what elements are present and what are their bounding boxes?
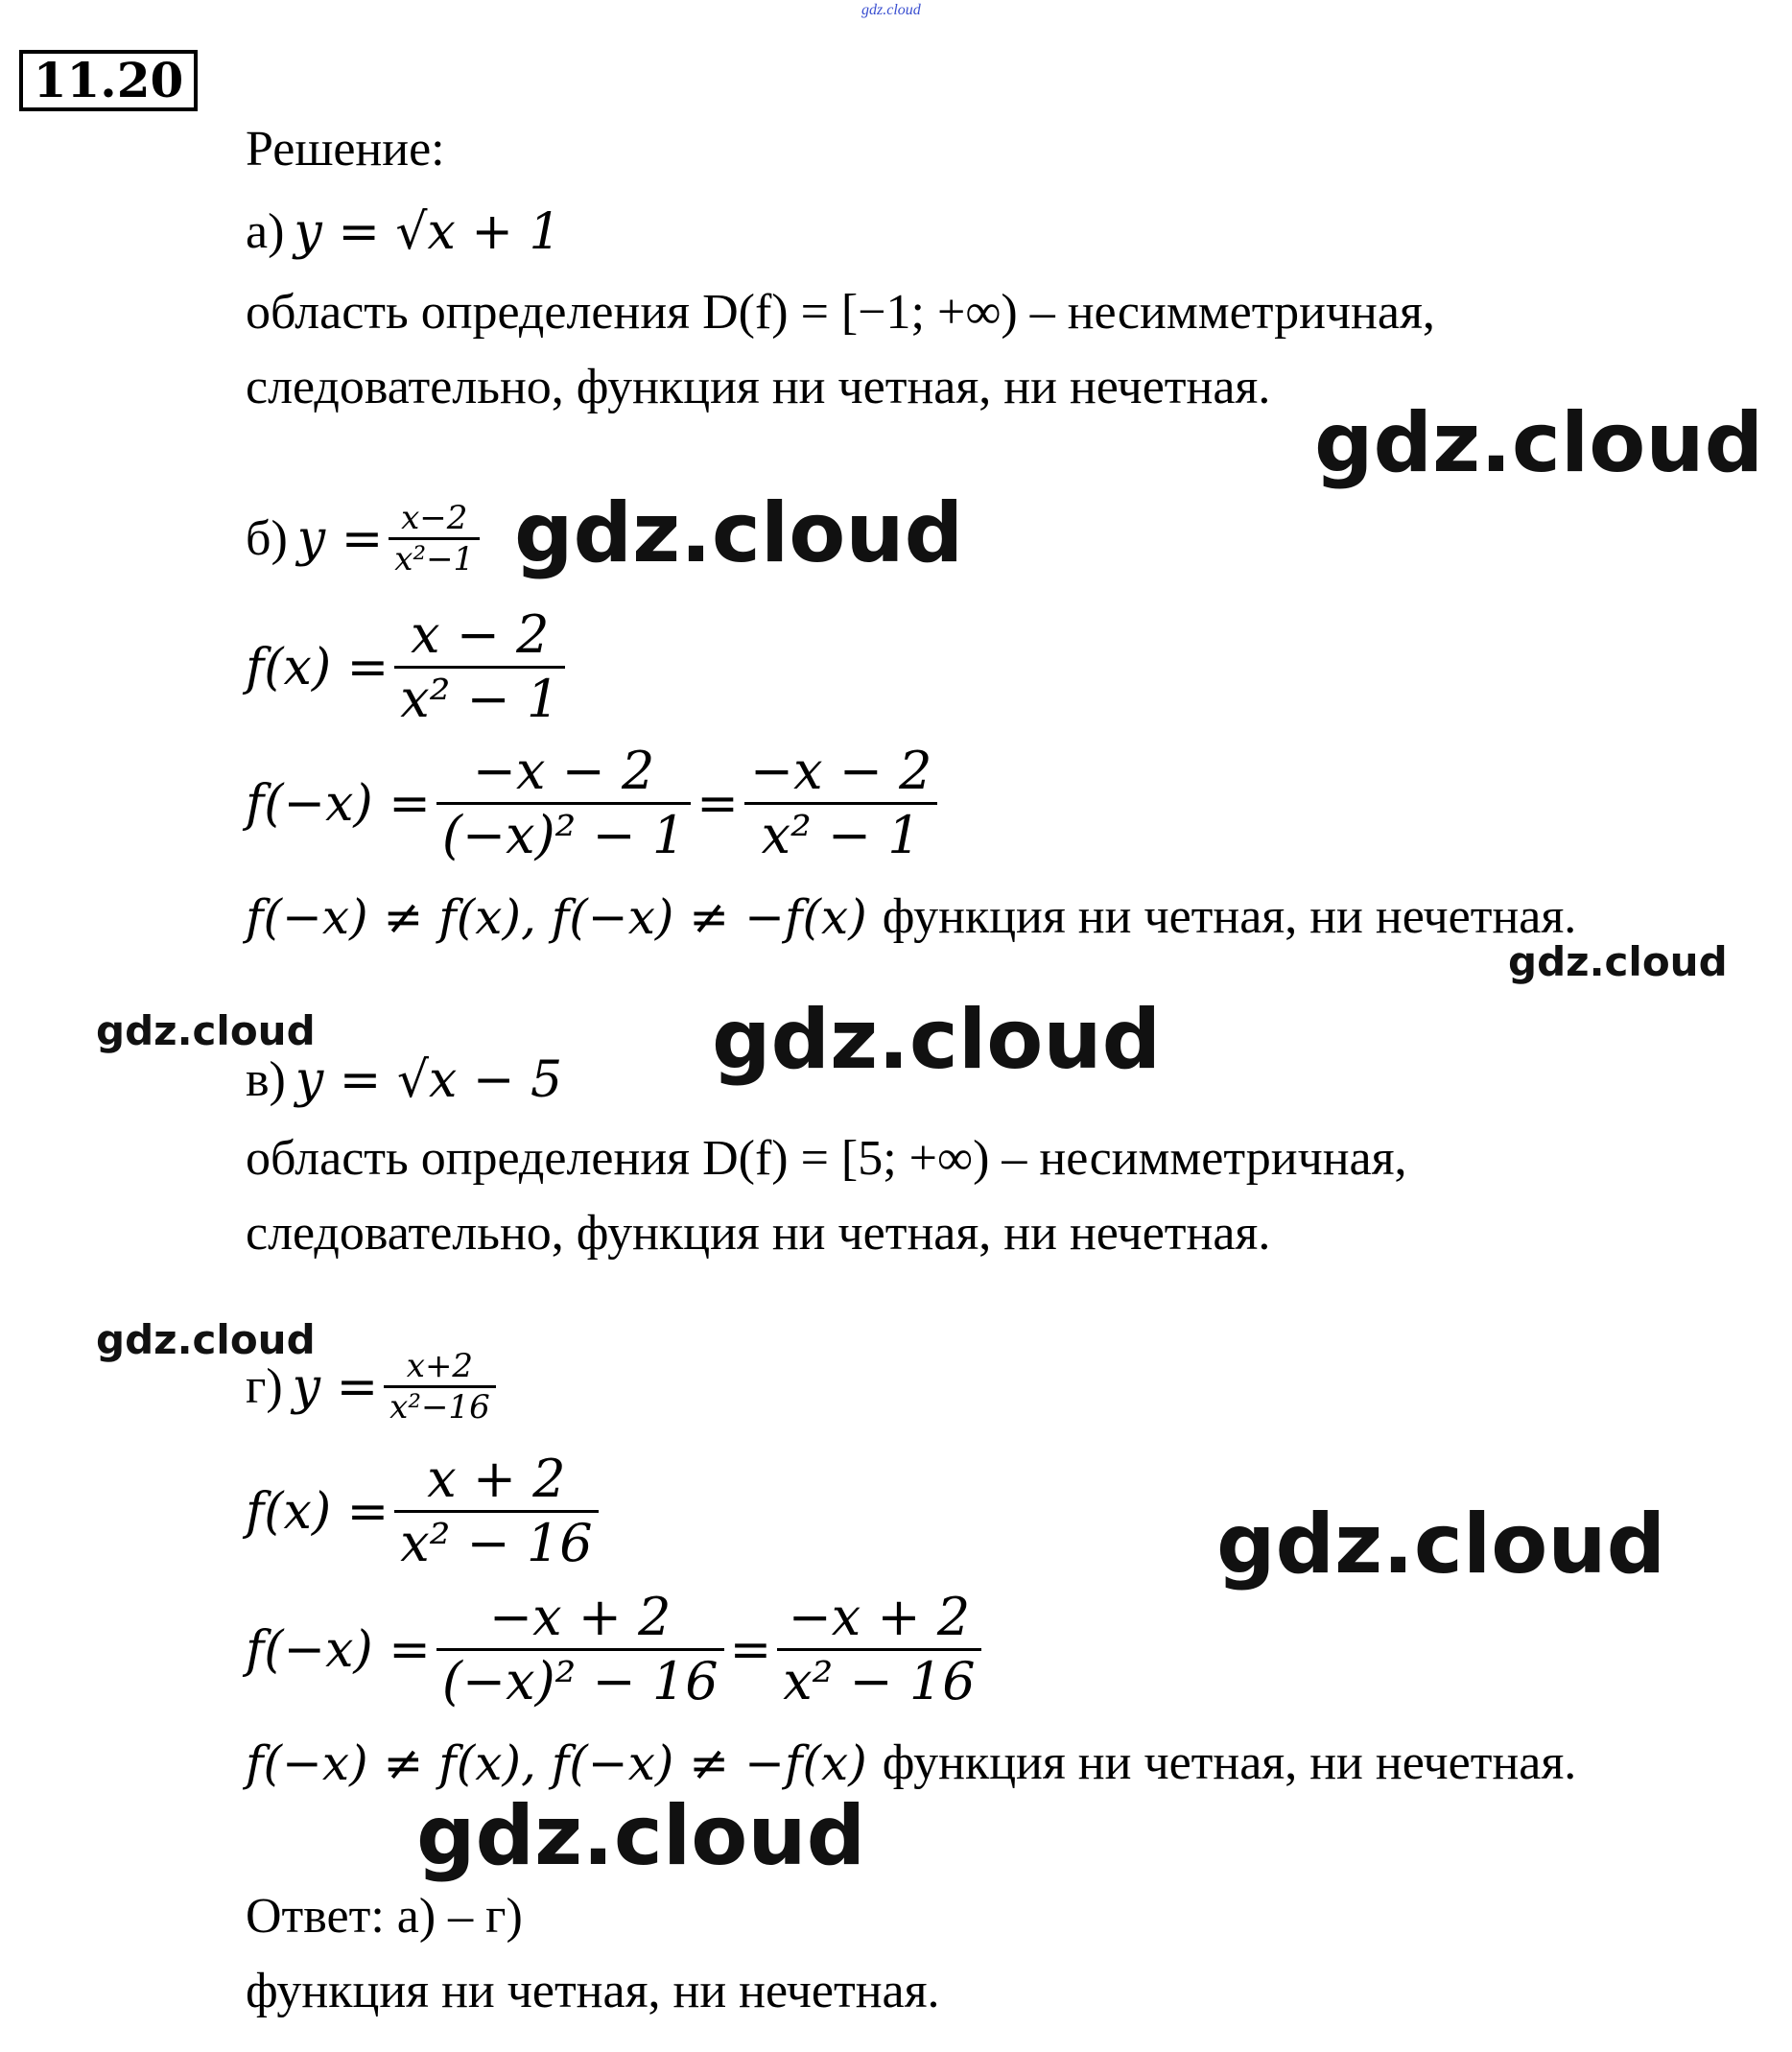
part-g-label: г) bbox=[246, 1358, 283, 1414]
part-b-fnx-fraction-1 bbox=[436, 741, 691, 866]
part-g-fnx-fraction-1 bbox=[436, 1587, 724, 1712]
part-g-small-numerator: x+2 bbox=[406, 1347, 474, 1385]
answer-line-2: функция ни четная, ни нечетная. bbox=[246, 1964, 940, 2018]
part-g-fnx-label: f(−x) = bbox=[246, 1620, 431, 1679]
part-b-small-fraction bbox=[389, 499, 480, 578]
top-watermark: gdz.cloud bbox=[861, 2, 921, 18]
part-a-formula-line bbox=[246, 203, 561, 261]
part-b-fnx-fraction-2 bbox=[744, 741, 938, 866]
part-g-fnx-fraction-2 bbox=[777, 1587, 980, 1712]
part-a-domain-line-1: область определения D(f) = [−1; +∞) – несимметричная, bbox=[246, 285, 1435, 340]
part-g-fnx-denominator-2: x² − 16 bbox=[783, 1651, 976, 1711]
watermark: gdz.cloud bbox=[1314, 395, 1764, 491]
part-b-fx-label: f(x) = bbox=[246, 638, 389, 696]
part-v-formula-line bbox=[246, 1051, 562, 1109]
part-b-label: б) bbox=[246, 510, 288, 566]
part-v-formula: y = √x − 5 bbox=[295, 1051, 563, 1109]
part-b-conclusion-text: функция ни четная, ни нечетная. bbox=[882, 889, 1577, 944]
watermark: gdz.cloud bbox=[96, 1316, 316, 1363]
part-g-fx-fraction bbox=[394, 1449, 598, 1574]
part-g-small-fraction bbox=[384, 1347, 496, 1427]
part-g-fx-line bbox=[246, 1449, 604, 1574]
problem-number: 11.20 bbox=[19, 50, 198, 111]
watermark: gdz.cloud bbox=[96, 1007, 316, 1054]
part-b-fnx-denominator-2: x² − 1 bbox=[761, 805, 921, 865]
part-b-fx-fraction bbox=[394, 604, 565, 730]
part-b-conclusion-math: f(−x) ≠ f(x), f(−x) ≠ −f(x) bbox=[246, 889, 867, 945]
part-b-fx-line bbox=[246, 604, 571, 730]
answer-line-1: Ответ: а) – г) bbox=[246, 1889, 523, 1944]
watermark: gdz.cloud bbox=[514, 485, 964, 581]
part-g-conclusion-text: функция ни четная, ни нечетная. bbox=[882, 1735, 1577, 1790]
part-b-fnx-numerator-2: −x − 2 bbox=[749, 741, 932, 801]
part-g-fnx-denominator-1: (−x)² − 16 bbox=[441, 1651, 719, 1711]
watermark: gdz.cloud bbox=[1216, 1497, 1666, 1592]
part-b-small-numerator: x−2 bbox=[401, 499, 468, 537]
part-b-formula-line: б) y = $\frac{x-2}{\text{x²−1}}$ bbox=[246, 499, 485, 578]
part-v-domain-line-2: следовательно, функция ни четная, ни нечетная. bbox=[246, 1206, 1271, 1261]
part-g-fx-label: f(x) = bbox=[246, 1482, 389, 1541]
part-v-domain-line-1: область определения D(f) = [5; +∞) – несимметричная, bbox=[246, 1131, 1407, 1186]
part-b-fnx-line: f(−x) = $\frac{-x - 2}{\text{(−x)² − 1}}$ = $\frac{-x - 2}{\text{x² − 1}}$ bbox=[246, 741, 943, 866]
part-a-label: а) bbox=[246, 204, 285, 259]
part-g-conclusion-math: f(−x) ≠ f(x), f(−x) ≠ −f(x) bbox=[246, 1735, 867, 1791]
part-a-domain-line-2: следовательно, функция ни четная, ни нечетная. bbox=[246, 360, 1271, 414]
part-b-fx-numerator: x − 2 bbox=[411, 604, 550, 665]
watermark: gdz.cloud bbox=[416, 1788, 866, 1884]
part-g-fnx-numerator-1: −x + 2 bbox=[488, 1587, 672, 1647]
watermark: gdz.cloud bbox=[712, 992, 1162, 1088]
watermark: gdz.cloud bbox=[1508, 938, 1728, 985]
part-b-fx-denominator: x² − 1 bbox=[400, 669, 560, 729]
part-v-label: в) bbox=[246, 1052, 286, 1107]
part-g-fx-numerator: x + 2 bbox=[427, 1449, 566, 1509]
part-b-small-denominator: x²−1 bbox=[394, 540, 475, 578]
part-g-formula-line: г) y = $\frac{x+2}{\text{x²−16}}$ bbox=[246, 1347, 502, 1427]
part-b-fnx-denominator-1: (−x)² − 1 bbox=[441, 805, 686, 865]
part-a-formula: y = √x + 1 bbox=[294, 203, 561, 261]
part-b-fnx-label: f(−x) = bbox=[246, 774, 431, 833]
part-g-fx-denominator: x² − 16 bbox=[400, 1513, 593, 1573]
part-g-fnx-numerator-2: −x + 2 bbox=[788, 1587, 971, 1647]
part-b-conclusion bbox=[246, 888, 1576, 946]
part-g-fnx-line: f(−x) = $\frac{-x + 2}{\text{(−x)² − 16}}$ = $\frac{-x + 2}{\text{x² − 16}}$ bbox=[246, 1587, 987, 1712]
part-b-fnx-numerator-1: −x − 2 bbox=[472, 741, 655, 801]
part-g-conclusion bbox=[246, 1734, 1576, 1792]
solution-label: Решение: bbox=[246, 122, 445, 177]
part-g-small-denominator: x²−16 bbox=[389, 1388, 490, 1427]
